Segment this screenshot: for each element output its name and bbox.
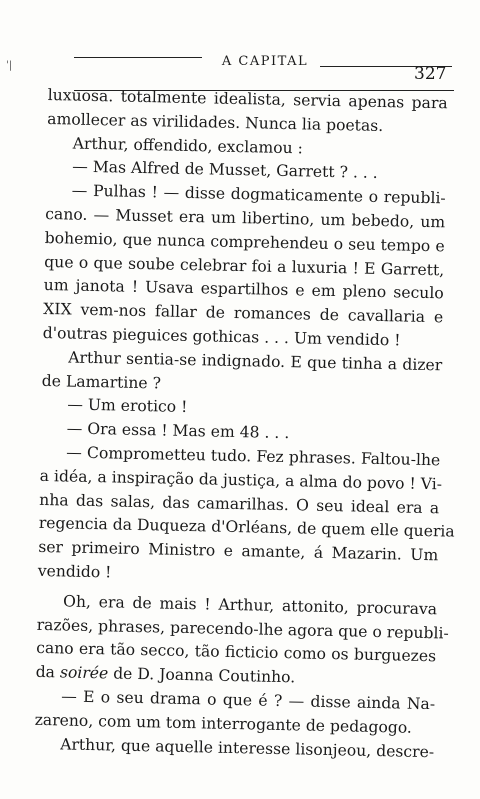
text-fragment: da: [35, 662, 56, 682]
page-number: 327: [414, 64, 447, 84]
text-line: regencia da Duqueza d'Orléans, de quem elle queria: [38, 514, 455, 541]
text-line: — Um erotico !: [67, 395, 188, 417]
text-line: luxuosa. totalmente idealista, servia apenas para: [47, 85, 448, 113]
text-line: d'outras pieguices gothicas . . . Um vendido !: [42, 323, 401, 350]
text-line: XIX vem-nos fallar de romances de cavallaria e: [43, 300, 444, 327]
text-line: zareno, com um tom interrogante de pedagogo.: [34, 710, 413, 737]
text-line: Oh, era de mais ! Arthur, attonito, procurava: [62, 592, 438, 618]
running-title: A CAPITAL: [221, 54, 309, 69]
text-line: — Pulhas ! — disse dogmaticamente o republi-: [71, 181, 446, 208]
text-line: razões, phrases, parecendo-lhe agora que o republi-: [36, 615, 449, 643]
text-line: — Mas Alfred de Musset, Garrett ? . . .: [72, 157, 378, 183]
text-line: Arthur, que aquelle interesse lisonjeou, descre-: [59, 734, 435, 761]
text-line: amollecer as virilidades. Nunca lia poetas.: [47, 109, 384, 135]
text-line: nha das salas, das camarilhas. O seu ideal era a: [39, 490, 440, 517]
text-line: — Comprometteu tudo. Fez phrases. Faltou-lhe: [66, 443, 441, 470]
text-line: cano era tão secco, tão ficticio como os burguezes: [35, 639, 437, 666]
text-line: que o que soube celebrar foi a luxuria ! E Garrett,: [44, 252, 445, 279]
margin-mark: '|: [6, 60, 13, 71]
text-line: vendido !: [37, 561, 112, 582]
text-line: a idéa, a inspiração da justiça, a alma do povo ! Vi-: [39, 466, 443, 494]
text-line: Arthur, offendido, exclamou :: [72, 134, 304, 157]
text-line: bohemio, que nunca comprehendeu o seu tempo e: [44, 228, 445, 256]
text-line: — E o seu drama o que é ? — disse ainda Na-: [60, 687, 436, 714]
text-line: Arthur sentia-se indignado. E que tinha a dizer: [68, 348, 443, 375]
text-line: de Lamartine ?: [41, 371, 162, 392]
header-rule-left: [74, 57, 202, 58]
text-line: — Ora essa ! Mas em 48 . . .: [66, 419, 290, 443]
text-fragment: de D. Joanna Coutinho.: [112, 664, 296, 687]
page-body-text: [34, 84, 455, 765]
text-line: cano. — Musset era um libertino, um bebedo, um: [45, 204, 446, 232]
text-line: ser primeiro Ministro e amante, á Mazarin. Um: [38, 538, 439, 565]
text-line: um janota ! Usava espartilhos e em pleno seculo: [43, 276, 444, 303]
italic-word: soirée: [59, 663, 109, 683]
